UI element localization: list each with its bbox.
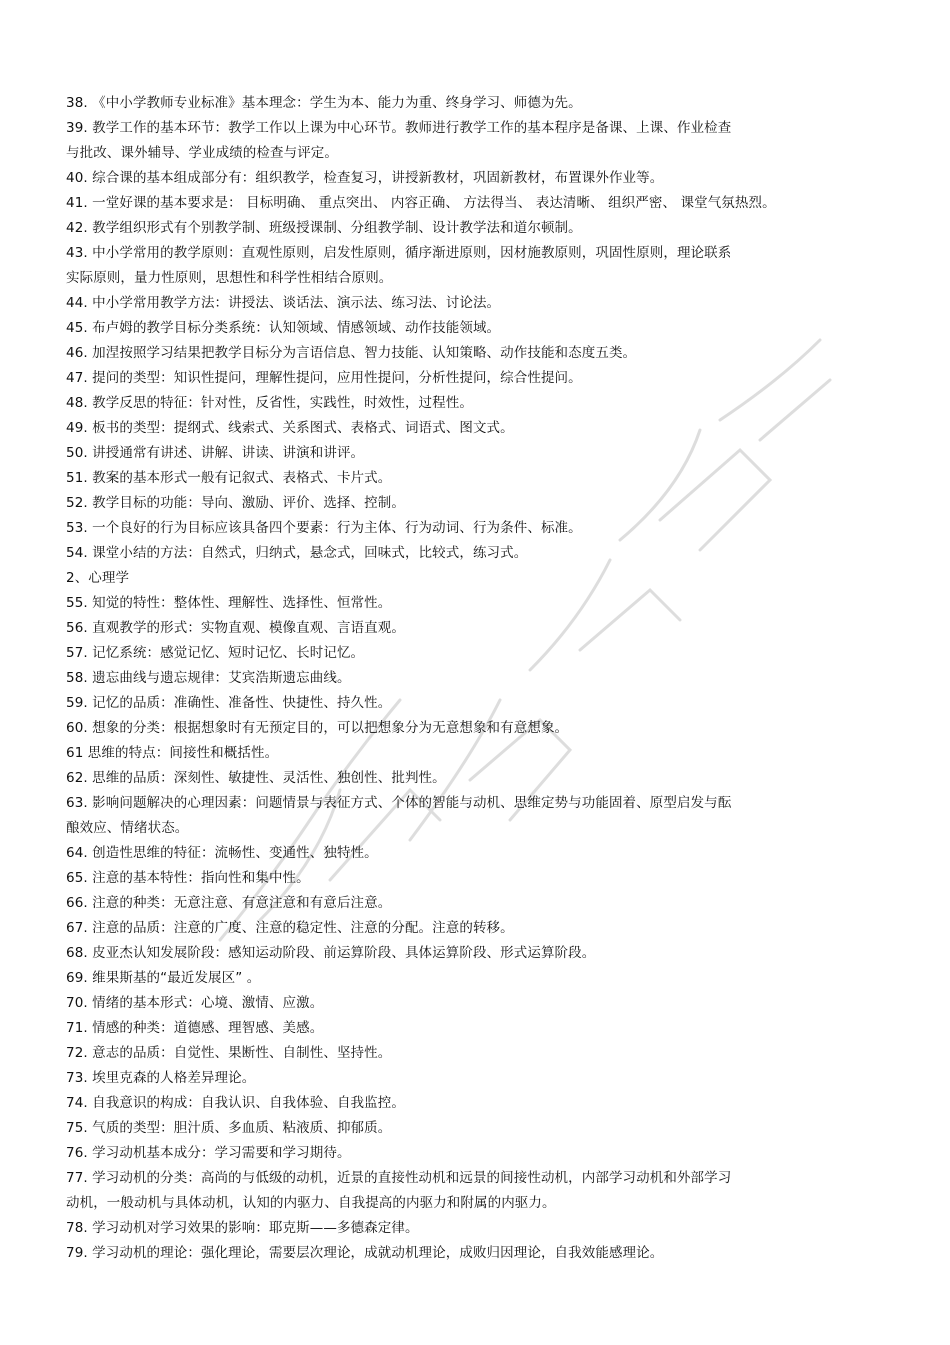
text-line: 48. 教学反思的特征：针对性，反省性，实践性，时效性，过程性。 xyxy=(66,395,473,411)
text-line: 54. 课堂小结的方法：自然式，归纳式，悬念式，回味式，比较式，练习式。 xyxy=(66,545,528,561)
text-line: 78. 学习动机对学习效果的影响：耶克斯——多德森定律。 xyxy=(66,1220,419,1236)
text-line: 动机，一般动机与具体动机，认知的内驱力、自我提高的内驱力和附属的内驱力。 xyxy=(66,1195,556,1211)
text-line: 52. 教学目标的功能：导向、激励、评价、选择、控制。 xyxy=(66,495,405,511)
text-line: 79. 学习动机的理论：强化理论，需要层次理论，成就动机理论，成败归因理论，自我效能感理论。 xyxy=(66,1245,664,1261)
text-line: 58. 遗忘曲线与遗忘规律：艾宾浩斯遗忘曲线。 xyxy=(66,670,351,686)
text-line: 70. 情绪的基本形式：心境、激情、应激。 xyxy=(66,995,324,1011)
text-line: 与批改、课外辅导、学业成绩的检查与评定。 xyxy=(66,145,338,161)
text-line: 62. 思维的品质：深刻性、敏捷性、灵活性、独创性、批判性。 xyxy=(66,770,446,786)
text-line: 77. 学习动机的分类：高尚的与低级的动机，近景的直接性动机和远景的间接性动机，内部学习动机和外部学习 xyxy=(66,1170,732,1186)
text-line: 68. 皮亚杰认知发展阶段：感知运动阶段、前运算阶段、具体运算阶段、形式运算阶段。 xyxy=(66,945,596,961)
document-body xyxy=(66,91,926,1266)
text-line: 69. 维果斯基的“最近发展区” 。 xyxy=(66,970,261,986)
text-line: 76. 学习动机基本成分：学习需要和学习期待。 xyxy=(66,1145,351,1161)
text-line: 49. 板书的类型：提纲式、线索式、关系图式、表格式、词语式、图文式。 xyxy=(66,420,514,436)
text-line: 44. 中小学常用教学方法：讲授法、谈话法、演示法、练习法、讨论法。 xyxy=(66,295,501,311)
text-line: 43. 中小学常用的教学原则：直观性原则，启发性原则，循序渐进原则，因材施教原则，巩固性原则，理论联系 xyxy=(66,245,732,261)
text-line: 39. 教学工作的基本环节：教学工作以上课为中心环节。教师进行教学工作的基本程序是备课、上课、作业检查 xyxy=(66,120,732,136)
text-line: 51. 教案的基本形式一般有记叙式、表格式、卡片式。 xyxy=(66,470,392,486)
text-line: 41. 一堂好课的基本要求是： 目标明确、 重点突出、 内容正确、 方法得当、 表达清晰、 组织严密、 课堂气氛热烈。 xyxy=(66,195,776,211)
text-line: 2、心理学 xyxy=(66,570,130,586)
text-line: 56. 直观教学的形式：实物直观、模像直观、言语直观。 xyxy=(66,620,405,636)
text-line: 42. 教学组织形式有个别教学制、班级授课制、分组教学制、设计教学法和道尔顿制。 xyxy=(66,220,582,236)
text-line: 酿效应、情绪状态。 xyxy=(66,820,189,836)
text-line: 61 思维的特点：间接性和概括性。 xyxy=(66,745,279,761)
text-line: 59. 记忆的品质：准确性、准备性、快捷性、持久性。 xyxy=(66,695,392,711)
text-line: 53. 一个良好的行为目标应该具备四个要素：行为主体、行为动词、行为条件、标准。 xyxy=(66,520,582,536)
text-line: 74. 自我意识的构成：自我认识、自我体验、自我监控。 xyxy=(66,1095,405,1111)
text-line: 72. 意志的品质：自觉性、果断性、自制性、坚持性。 xyxy=(66,1045,392,1061)
text-line: 73. 埃里克森的人格差异理论。 xyxy=(66,1070,256,1086)
text-line: 60. 想象的分类：根据想象时有无预定目的，可以把想象分为无意想象和有意想象。 xyxy=(66,720,569,736)
text-line: 47. 提问的类型：知识性提问，理解性提问，应用性提问，分析性提问，综合性提问。 xyxy=(66,370,582,386)
text-line: 66. 注意的种类：无意注意、有意注意和有意后注意。 xyxy=(66,895,392,911)
text-line: 64. 创造性思维的特征：流畅性、变通性、独特性。 xyxy=(66,845,378,861)
text-line: 57. 记忆系统：感觉记忆、短时记忆、长时记忆。 xyxy=(66,645,365,661)
text-line: 46. 加涅按照学习结果把教学目标分为言语信息、智力技能、认知策略、动作技能和态度五类。 xyxy=(66,345,637,361)
text-line: 71. 情感的种类：道德感、理智感、美感。 xyxy=(66,1020,324,1036)
text-line: 65. 注意的基本特性：指向性和集中性。 xyxy=(66,870,310,886)
text-line: 38. 《中小学教师专业标准》基本理念：学生为本、能力为重、终身学习、师德为先。 xyxy=(66,95,582,111)
text-line: 63. 影响问题解决的心理因素：问题情景与表征方式、个体的智能与动机、思维定势与功能固着、原型启发与酝 xyxy=(66,795,732,811)
text-line: 实际原则，量力性原则，思想性和科学性相结合原则。 xyxy=(66,270,393,286)
text-line: 45. 布卢姆的教学目标分类系统：认知领域、情感领域、动作技能领域。 xyxy=(66,320,501,336)
text-line: 75. 气质的类型：胆汁质、多血质、粘液质、抑郁质。 xyxy=(66,1120,392,1136)
text-line: 55. 知觉的特性：整体性、理解性、选择性、恒常性。 xyxy=(66,595,392,611)
text-line: 50. 讲授通常有讲述、讲解、讲读、讲演和讲评。 xyxy=(66,445,365,461)
text-line: 67. 注意的品质：注意的广度、注意的稳定性、注意的分配。注意的转移。 xyxy=(66,920,514,936)
text-line: 40. 综合课的基本组成部分有：组织教学，检查复习，讲授新教材，巩固新教材，布置课外作业等。 xyxy=(66,170,664,186)
